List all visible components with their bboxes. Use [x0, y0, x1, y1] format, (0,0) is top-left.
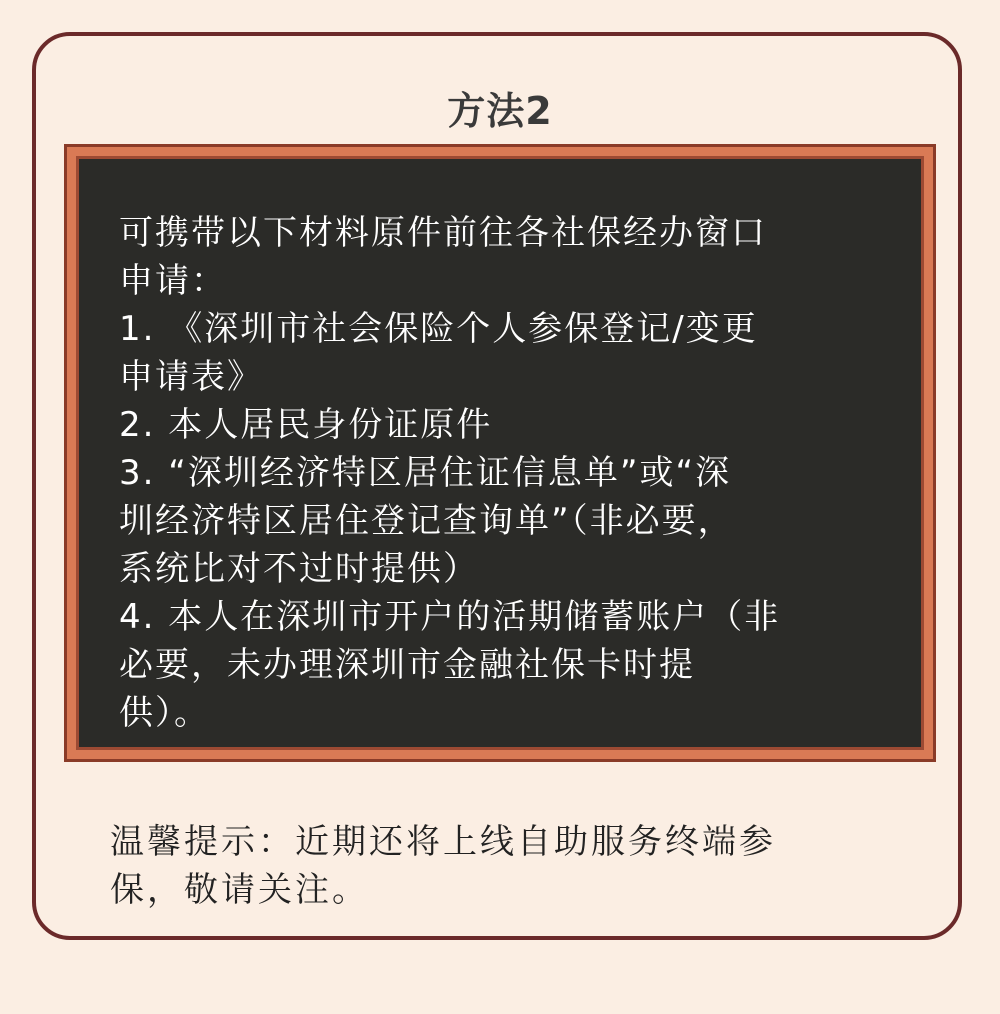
- chalkboard-text: [119, 209, 887, 737]
- tip-line-1: 温馨提示：近期还将上线自助服务终端参: [110, 822, 776, 862]
- chalkboard-line-item-4: 4. 本人在深圳市开户的活期储蓄账户（非: [119, 597, 781, 637]
- tip-line-2: 保，敬请关注。: [110, 870, 369, 910]
- chalkboard-line-item-3-cont-2: 系统比对不过时提供）: [119, 549, 479, 589]
- chalkboard-frame: [64, 144, 936, 762]
- chalkboard-line-item-1: 1. 《深圳市社会保险个人参保登记/变更: [119, 309, 758, 349]
- chalkboard-line-intro: 可携带以下材料原件前往各社保经办窗口: [119, 213, 767, 253]
- chalkboard: [76, 156, 924, 750]
- chalkboard-line-intro-cont: 申请：: [119, 261, 227, 301]
- chalkboard-line-item-3-cont: 圳经济特区居住登记查询单”（非必要，: [119, 501, 734, 541]
- chalkboard-line-item-1-cont: 申请表》: [119, 357, 263, 397]
- chalkboard-line-item-2: 2. 本人居民身份证原件: [119, 405, 493, 445]
- chalkboard-line-item-4-cont-2: 供）。: [119, 693, 210, 733]
- chalkboard-line-item-3: 3. “深圳经济特区居住证信息单”或“深: [119, 453, 732, 493]
- page-title: 方法2: [447, 89, 553, 133]
- tip-text: [110, 818, 910, 914]
- chalkboard-line-item-4-cont: 必要，未办理深圳市金融社保卡时提: [119, 645, 695, 685]
